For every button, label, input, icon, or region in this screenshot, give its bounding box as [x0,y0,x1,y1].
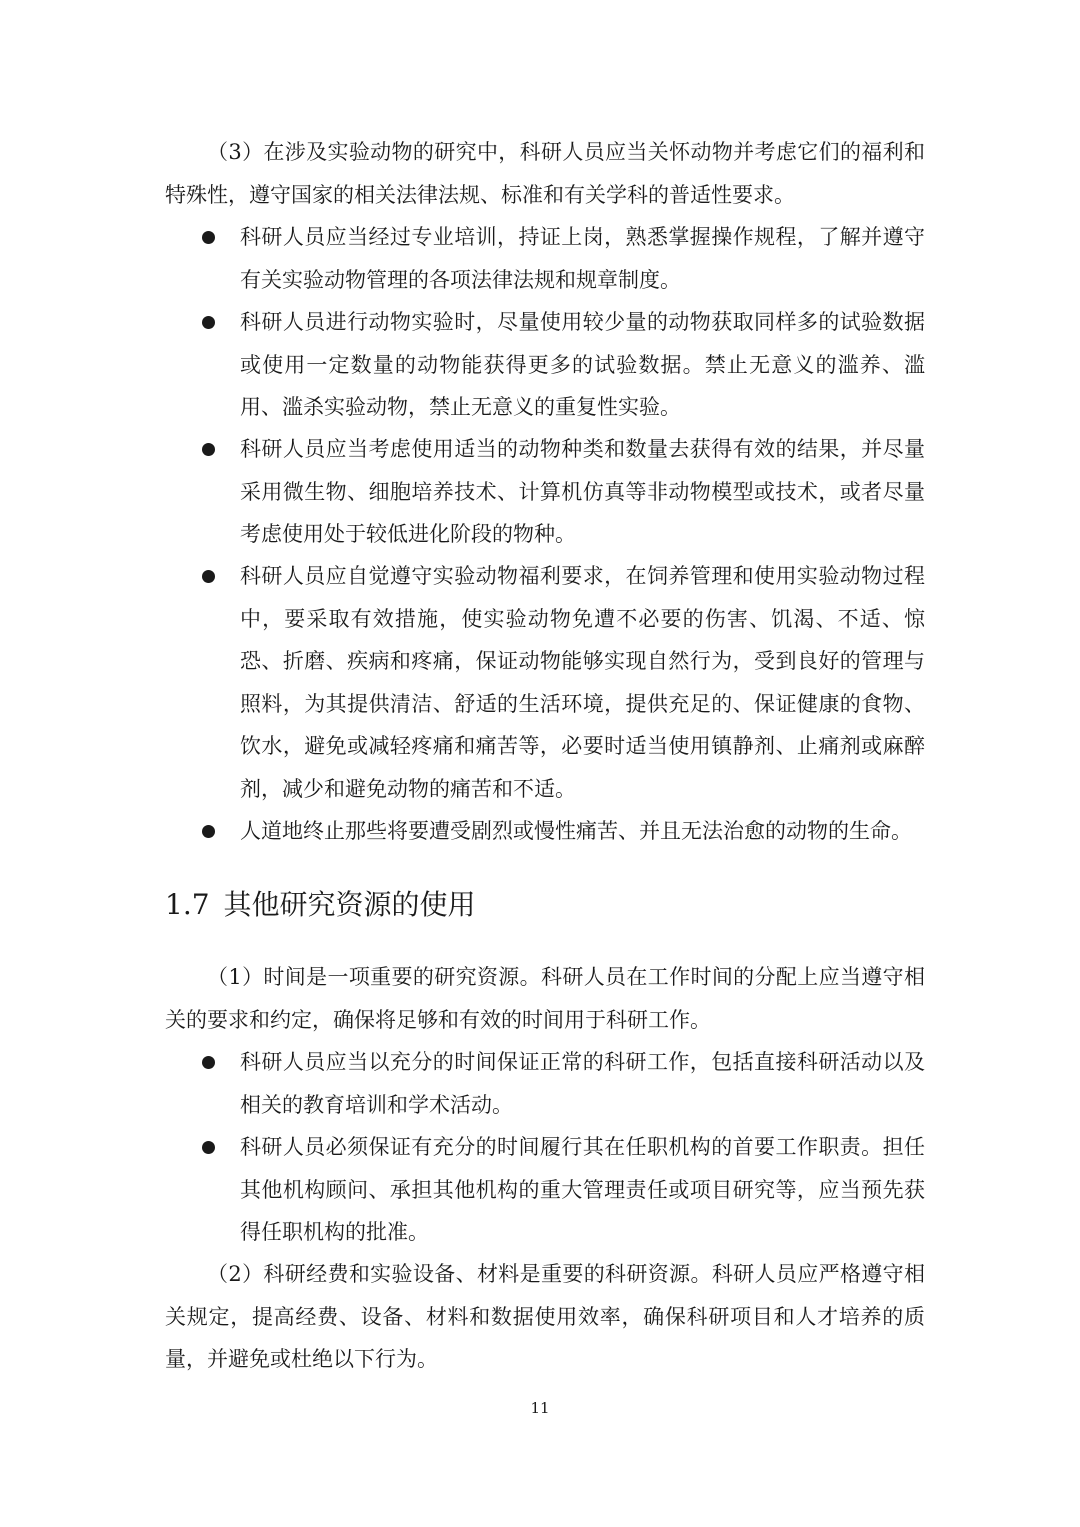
section-title: 其他研究资源的使用 [223,888,476,921]
bullet-item [200,1126,925,1254]
paragraph-animal-research: （3）在涉及实验动物的研究中，科研人员应当关怀动物并考虑它们的福利和特殊性，遵守国家的相关法律法规、标准和有关学科的普适性要求。 [165,140,925,207]
bullet-dot-icon [202,1141,215,1154]
bullet-text: 科研人员应当经过专业培训，持证上岗，熟悉掌握操作规程，了解并遵守有关实验动物管理的各项法律法规和规章制度。 [240,225,925,292]
bullet-item [200,428,925,556]
bullet-dot-icon [202,570,215,583]
bullet-text: 科研人员必须保证有充分的时间履行其在任职机构的首要工作职责。担任其他机构顾问、承担其他机构的重大管理责任或项目研究等，应当预先获得任职机构的批准。 [240,1135,925,1244]
bullet-dot-icon [202,316,215,329]
bullet-dot-icon [202,1056,215,1069]
bullet-dot-icon [202,231,215,244]
bullet-text: 科研人员应自觉遵守实验动物福利要求，在饲养管理和使用实验动物过程中，要采取有效措施，使实验动物免遭不必要的伤害、饥渴、不适、惊恐、折磨、疾病和疼痛，保证动物能够实现自然行为，受到良好的管理与照料，为其提供清洁、舒适的生活环境，提供充足的、保证健康的食物、饮水，避免或减轻疼痛和痛苦等，必要时适当使用镇静剂、止痛剂或麻醉剂，减少和避免动物的痛苦和不适。 [240,564,925,801]
section-number: 1.7 [165,888,210,921]
bullet-text: 科研人员进行动物实验时，尽量使用较少量的动物获取同样多的试验数据或使用一定数量的动物能获得更多的试验数据。禁止无意义的滥养、滥用、滥杀实验动物，禁止无意义的重复性实验。 [240,310,925,419]
bullet-item [200,1041,925,1126]
bullet-text: 人道地终止那些将要遭受剧烈或慢性痛苦、并且无法治愈的动物的生命。 [240,819,912,843]
paragraph-time-resource: （1）时间是一项重要的研究资源。科研人员在工作时间的分配上应当遵守相关的要求和约定，确保将足够和有效的时间用于科研工作。 [165,965,925,1032]
bullet-item [200,216,925,301]
page-number: 11 [530,1399,550,1417]
bullet-item [200,555,925,810]
section-heading [165,883,476,927]
bullet-item [200,301,925,429]
bullet-text: 科研人员应当考虑使用适当的动物种类和数量去获得有效的结果，并尽量采用微生物、细胞培养技术、计算机仿真等非动物模型或技术，或者尽量考虑使用处于较低进化阶段的物种。 [240,437,925,546]
paragraph-funding-resource: （2）科研经费和实验设备、材料是重要的科研资源。科研人员应严格遵守相关规定，提高经费、设备、材料和数据使用效率，确保科研项目和人才培养的质量，并避免或杜绝以下行为。 [165,1262,925,1371]
bullet-dot-icon [202,825,215,838]
bullet-dot-icon [202,443,215,456]
bullet-item [200,810,925,853]
bullet-text: 科研人员应当以充分的时间保证正常的科研工作，包括直接科研活动以及相关的教育培训和学术活动。 [240,1050,925,1117]
